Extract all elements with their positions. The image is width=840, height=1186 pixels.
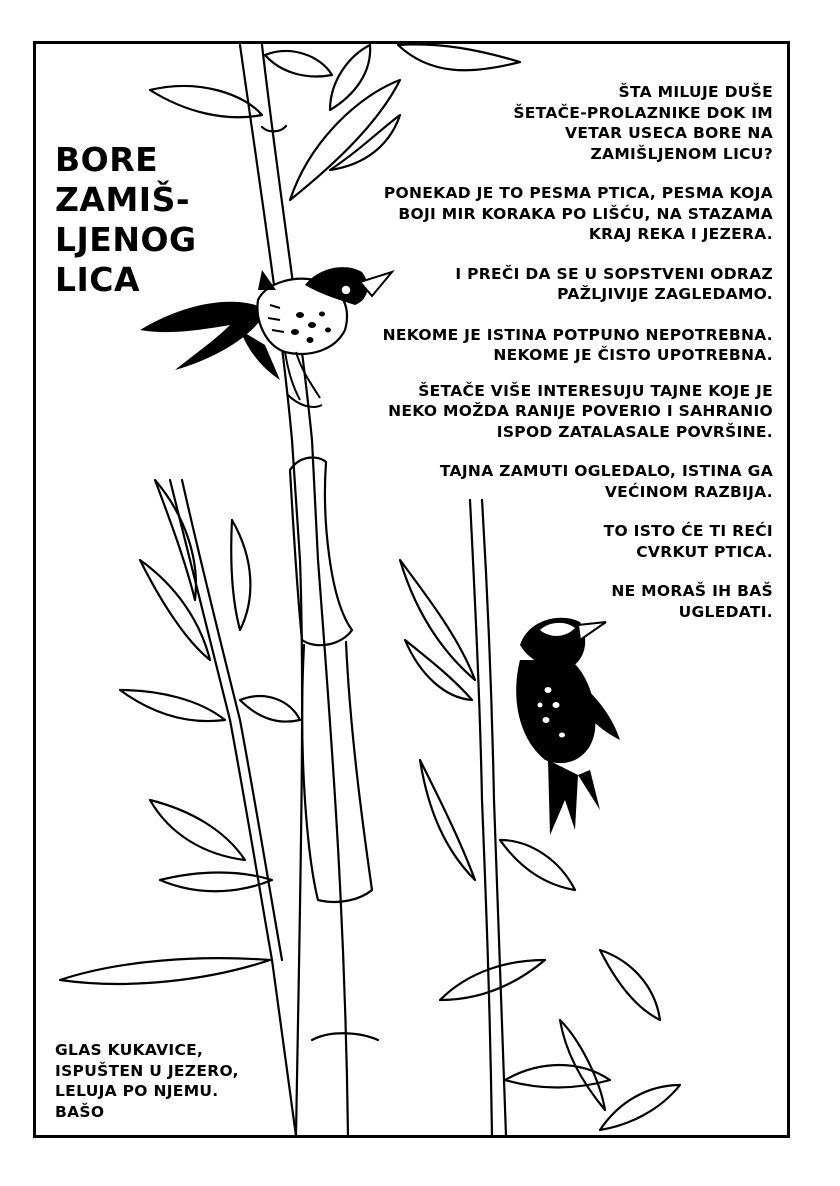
stanza [353, 381, 773, 443]
stanza [353, 521, 773, 562]
haiku-quote [55, 1040, 239, 1122]
poem-line: ISPOD ZATALASALE POVRŠINE. [496, 422, 773, 441]
poem-line: CVRKUT PTICA. [636, 542, 773, 561]
poem-line: ZAMIŠLJENOM LICU? [590, 144, 773, 163]
poem-line: NE MORAŠ IH BAŠ [611, 582, 773, 600]
poem-line: NEKO MOŽDA RANIJE POVERIO I SAHRANIO [388, 402, 773, 420]
poem-line: ŠETAČE-PROLAZNIKE DOK IM [513, 103, 773, 122]
main-bamboo-stalk [240, 45, 348, 1136]
haiku-line: GLAS KUKAVICE, [55, 1041, 204, 1059]
title-line: LJENOG [55, 220, 197, 259]
poem-line: ŠTA MILUJE DUŠE [618, 83, 773, 101]
poem-line: PAŽLJIVIJE ZAGLEDAMO. [557, 285, 773, 303]
lower-bird-illustration [516, 618, 620, 835]
poem-line: KRAJ REKA I JEZERA. [588, 225, 773, 243]
haiku-author: BAŠO [55, 1102, 105, 1121]
poem-title [55, 140, 197, 300]
poem-line: NEKOME JE ČISTO UPOTREBNA. [493, 346, 773, 364]
title-line: BORE [55, 140, 159, 179]
poem-line: VEĆINOM RAZBIJA. [604, 482, 773, 501]
stanza [353, 183, 773, 245]
poem-line: NEKOME JE ISTINA POTPUNO NEPOTREBNA. [382, 325, 773, 344]
title-line: ZAMIŠ- [55, 180, 191, 219]
poem-line: UGLEDATI. [678, 602, 773, 621]
stanza [353, 461, 773, 502]
poem-line: ŠETAČE VIŠE INTERESUJU TAJNE KOJE JE [418, 381, 773, 400]
poem-line: TO ISTO ĆE TI REĆI [603, 522, 773, 540]
poem-line: I PREČI DA SE U SOPSTVENI ODRAZ [455, 264, 773, 283]
haiku-line: LELUJA PO NJEMU. [55, 1082, 219, 1100]
poem-line: VETAR USECA BORE NA [565, 124, 773, 142]
stanza [353, 581, 773, 622]
stanza [353, 82, 773, 164]
poem-line: BOJI MIR KORAKA PO LIŠĆU, NA STAZAMA [398, 204, 773, 223]
poem-line: PONEKAD JE TO PESMA PTICA, PESMA KOJA [383, 184, 773, 202]
title-line: LICA [55, 260, 141, 299]
poem-body [353, 82, 773, 622]
haiku-line: ISPUŠTEN U JEZERO, [55, 1061, 239, 1080]
poem-line: TAJNA ZAMUTI OGLEDALO, ISTINA GA [439, 462, 773, 480]
stanza [353, 325, 773, 366]
stanza [353, 264, 773, 305]
